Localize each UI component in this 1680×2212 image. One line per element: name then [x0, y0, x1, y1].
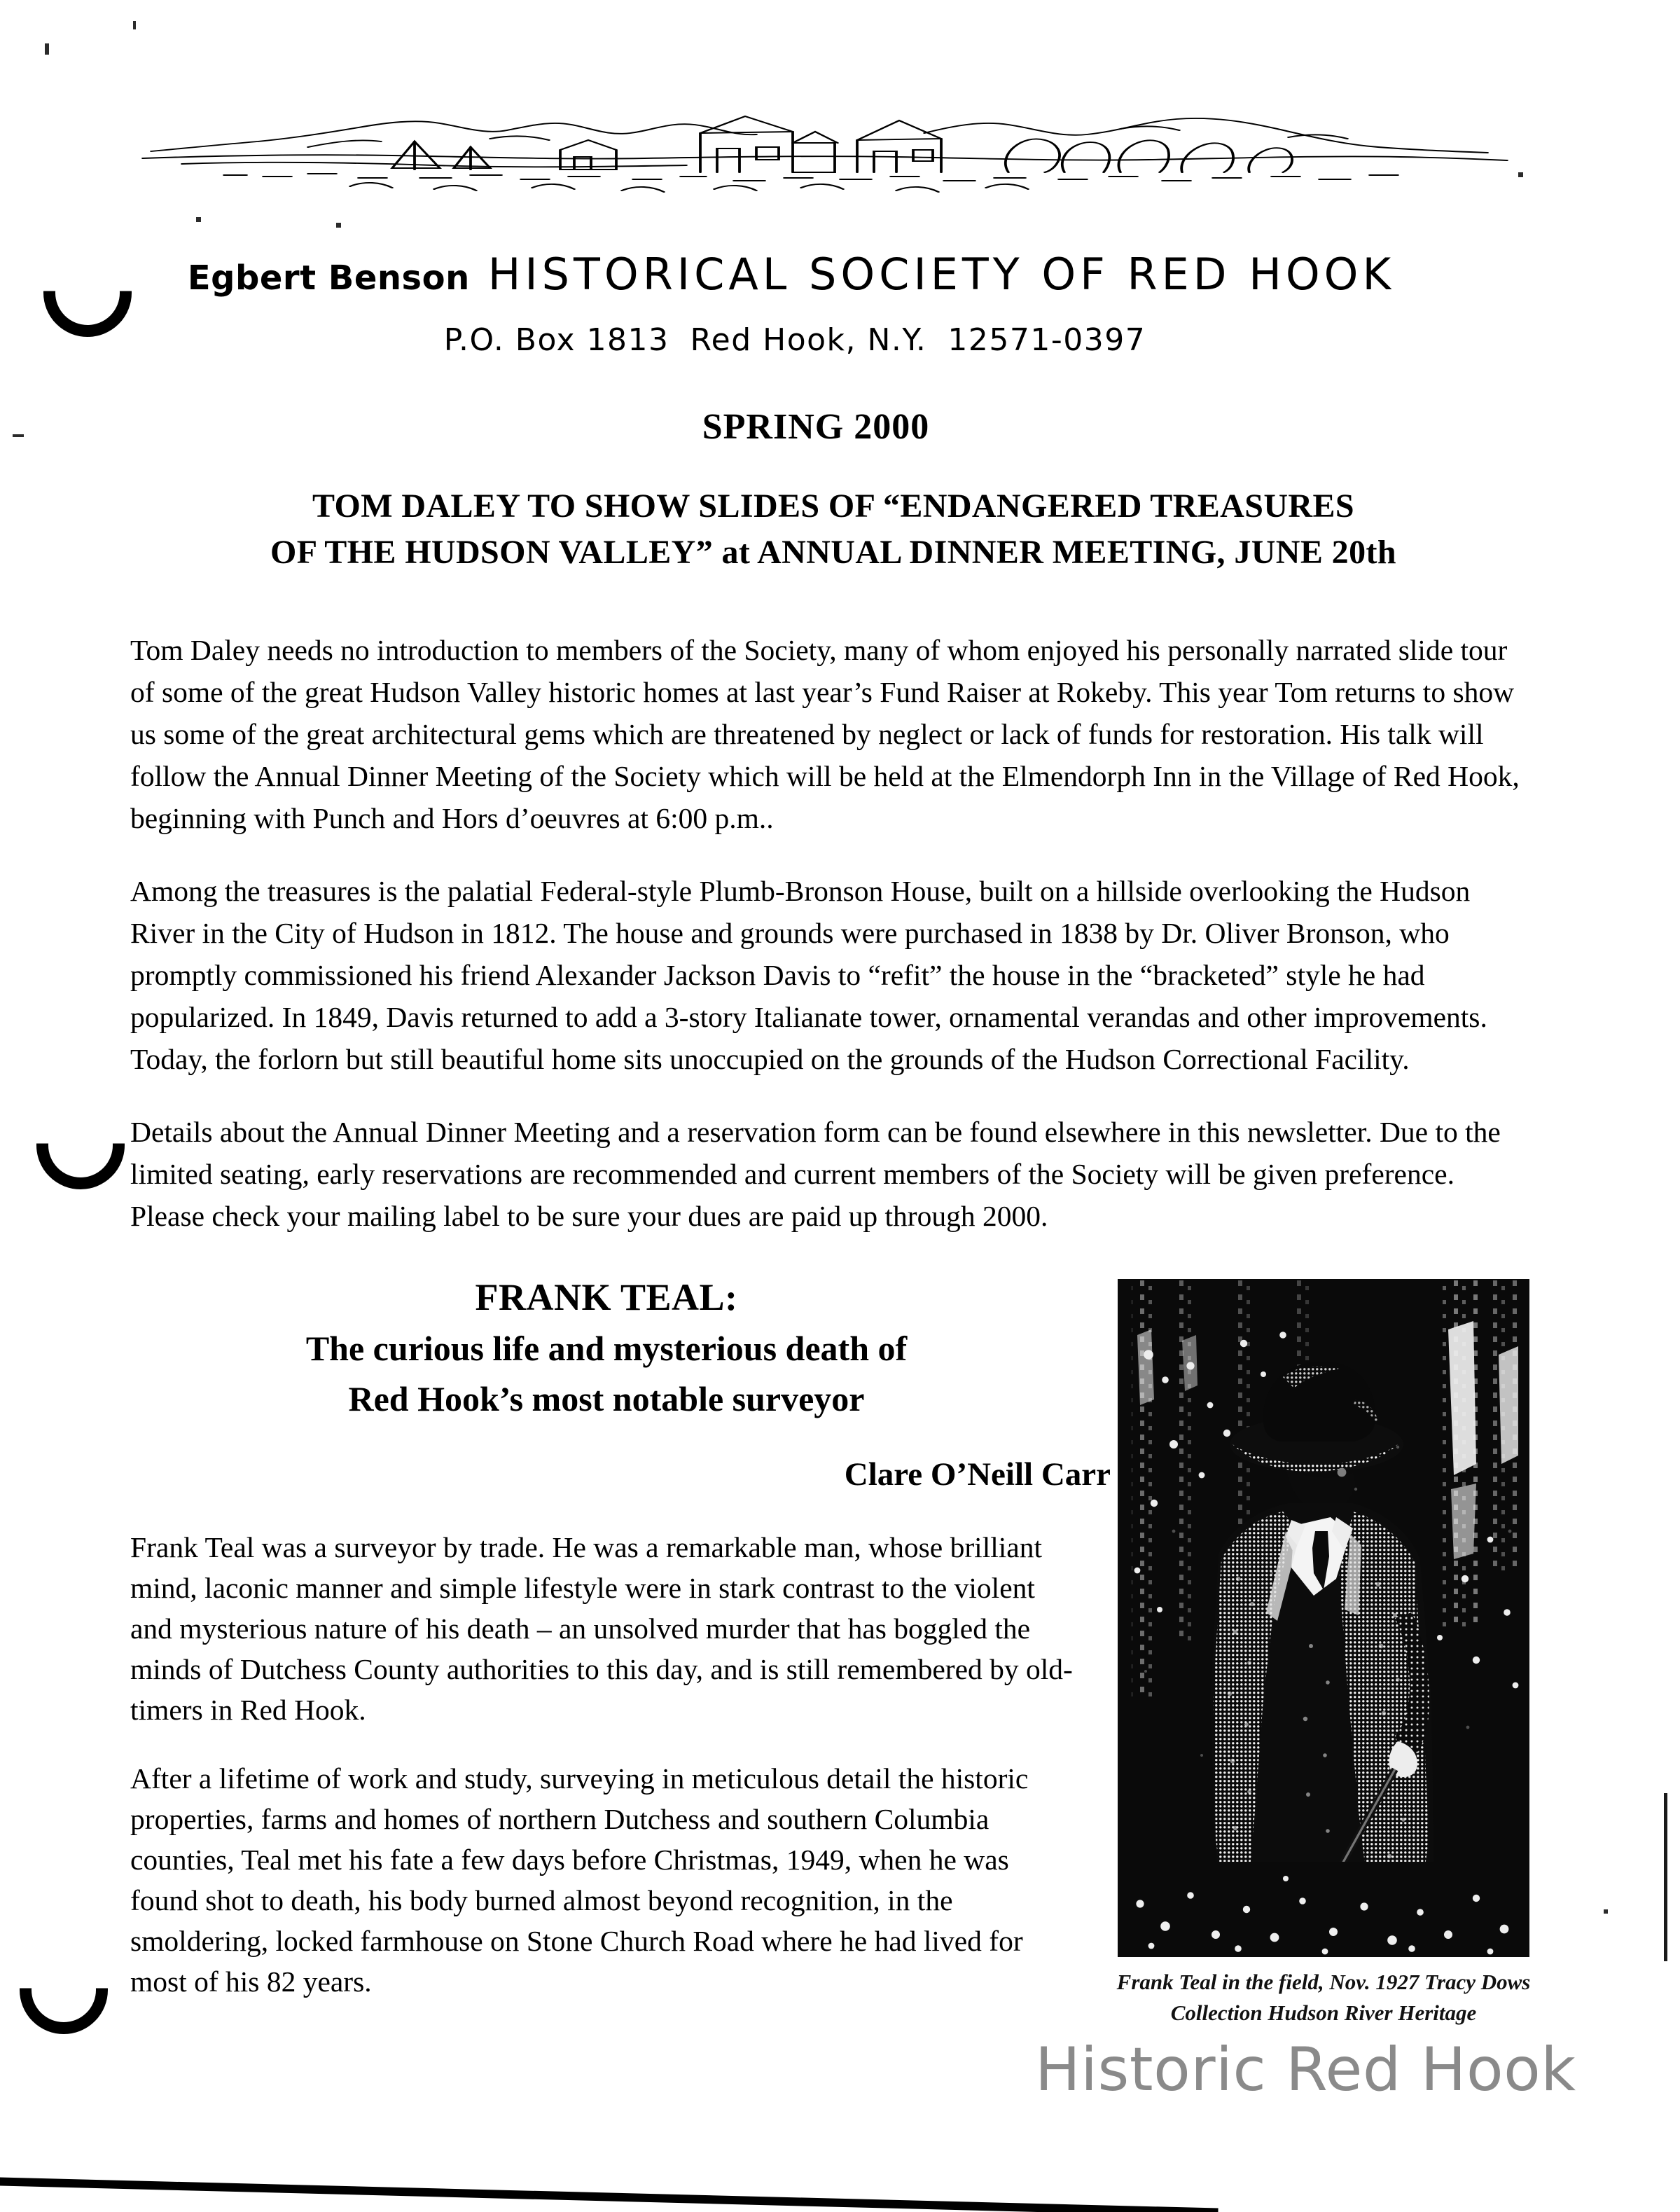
scan-speck-right-lower — [1604, 1909, 1608, 1914]
address-po-box: P.O. Box 1813 — [443, 322, 669, 358]
masthead-landscape-illustration — [140, 105, 1513, 210]
society-name: HISTORICAL SOCIETY OF RED HOOK — [487, 249, 1396, 300]
lead-headline-line-1: TOM DALEY TO SHOW SLIDES OF “ENDANGERED TREASURES — [312, 488, 1354, 525]
masthead-society-line — [0, 249, 1583, 300]
photo-caption-line-2: Collection Hudson River Heritage — [1170, 2000, 1477, 2025]
address-city-state: Red Hook, N.Y. — [690, 322, 927, 358]
lead-headline-line-2: OF THE HUDSON VALLEY” at ANNUAL DINNER MEETING, JUNE 20th — [270, 534, 1396, 571]
feature-subtitle-line-2: Red Hook’s most notable surveyor — [348, 1379, 865, 1418]
scan-speck-top-left — [45, 43, 49, 55]
hole-punch-arc-bottom — [20, 1946, 108, 2034]
lead-paragraph-3: Details about the Annual Dinner Meeting and a reservation form can be found elsewhere in this newsletter. Due to the limited seating, early reservations are recommended and current members of the Society will be given preference. Please check your mailing label to be sure your dues are paid up through 2000. — [130, 1116, 1501, 1232]
feature-paragraph-1: Frank Teal was a surveyor by trade. He was a remarkable man, whose brilliant mind, laconic manner and simple lifestyle were in stark contrast to the violent and mysterious nature of his death – an unsolved murder that has boggled the minds of Dutchess County authorities to this day, and is still remembered by old-timers in Red Hook. — [130, 1531, 1073, 1726]
lead-article-body — [130, 629, 1520, 1268]
feature-subtitle-line-1: The curious life and mysterious death of — [305, 1329, 908, 1368]
masthead-address-line — [0, 322, 1590, 358]
scan-speck-left-lower — [336, 223, 341, 228]
frank-teal-photograph — [1118, 1279, 1529, 1957]
address-zip: 12571-0397 — [947, 322, 1146, 358]
feature-title: FRANK TEAL: — [475, 1276, 738, 1318]
archive-watermark: Historic Red Hook — [1035, 2035, 1576, 2105]
society-name-prefix: Egbert Benson — [187, 258, 470, 298]
photo-caption-line-1: Frank Teal in the field, Nov. 1927 Tracy Dows — [1116, 1970, 1531, 1994]
scan-speck-top-mid — [133, 21, 136, 29]
scan-speck-left-mid — [196, 217, 201, 222]
scan-bottom-streak — [0, 2177, 1219, 2212]
feature-article-body — [130, 1527, 1083, 2030]
scan-edge-rule — [1664, 1793, 1667, 1961]
scan-speck-right-upper — [1518, 172, 1523, 177]
feature-article-headline — [130, 1271, 1083, 1424]
feature-paragraph-2: After a lifetime of work and study, surveying in meticulous detail the historic properties, farms and homes of northern Dutchess and southern Columbia counties, Teal met his fate a few days before Christmas, 1949, when he was found shot to death, his body burned almost beyond recognition, in the smoldering, locked farmhouse on Stone Church Road where he had lived for most of his 82 years. — [130, 1762, 1029, 1998]
lead-paragraph-2: Among the treasures is the palatial Federal-style Plumb-Bronson House, built on a hillside overlooking the Hudson River in the City of Hudson in 1812. The house and grounds were purchased in 1838 by Dr. Oliver Bronson, who promptly commissioned his friend Alexander Jackson Davis to “refit” the house in the “bracketed” style he had popularized. In 1849, Davis returned to add a 3-story Italianate tower, ornamental verandas and other improvements. Today, the forlorn but still beautiful home sits unoccupied on the grounds of the Hudson Correctional Facility. — [130, 875, 1487, 1075]
lead-paragraph-1: Tom Daley needs no introduction to members of the Society, many of whom enjoyed his personally narrated slide tour of some of the great Hudson Valley historic homes at last year’s Fund Raiser at Rokeby. This year Tom returns to show us some of the great architectural gems which are threatened by neglect or lack of funds for restoration. His talk will follow the Annual Dinner Meeting of the Society which will be held at the Elmendorph Inn in the Village of Red Hook, beginning with Punch and Hors d’oeuvres at 6:00 p.m.. — [130, 634, 1520, 834]
feature-byline: Clare O’Neill Carr — [844, 1456, 1111, 1493]
lead-article-headline — [0, 483, 1667, 576]
issue-date: SPRING 2000 — [702, 407, 930, 447]
hole-punch-arc-middle — [36, 1101, 125, 1189]
photo-caption — [1099, 1967, 1548, 2028]
